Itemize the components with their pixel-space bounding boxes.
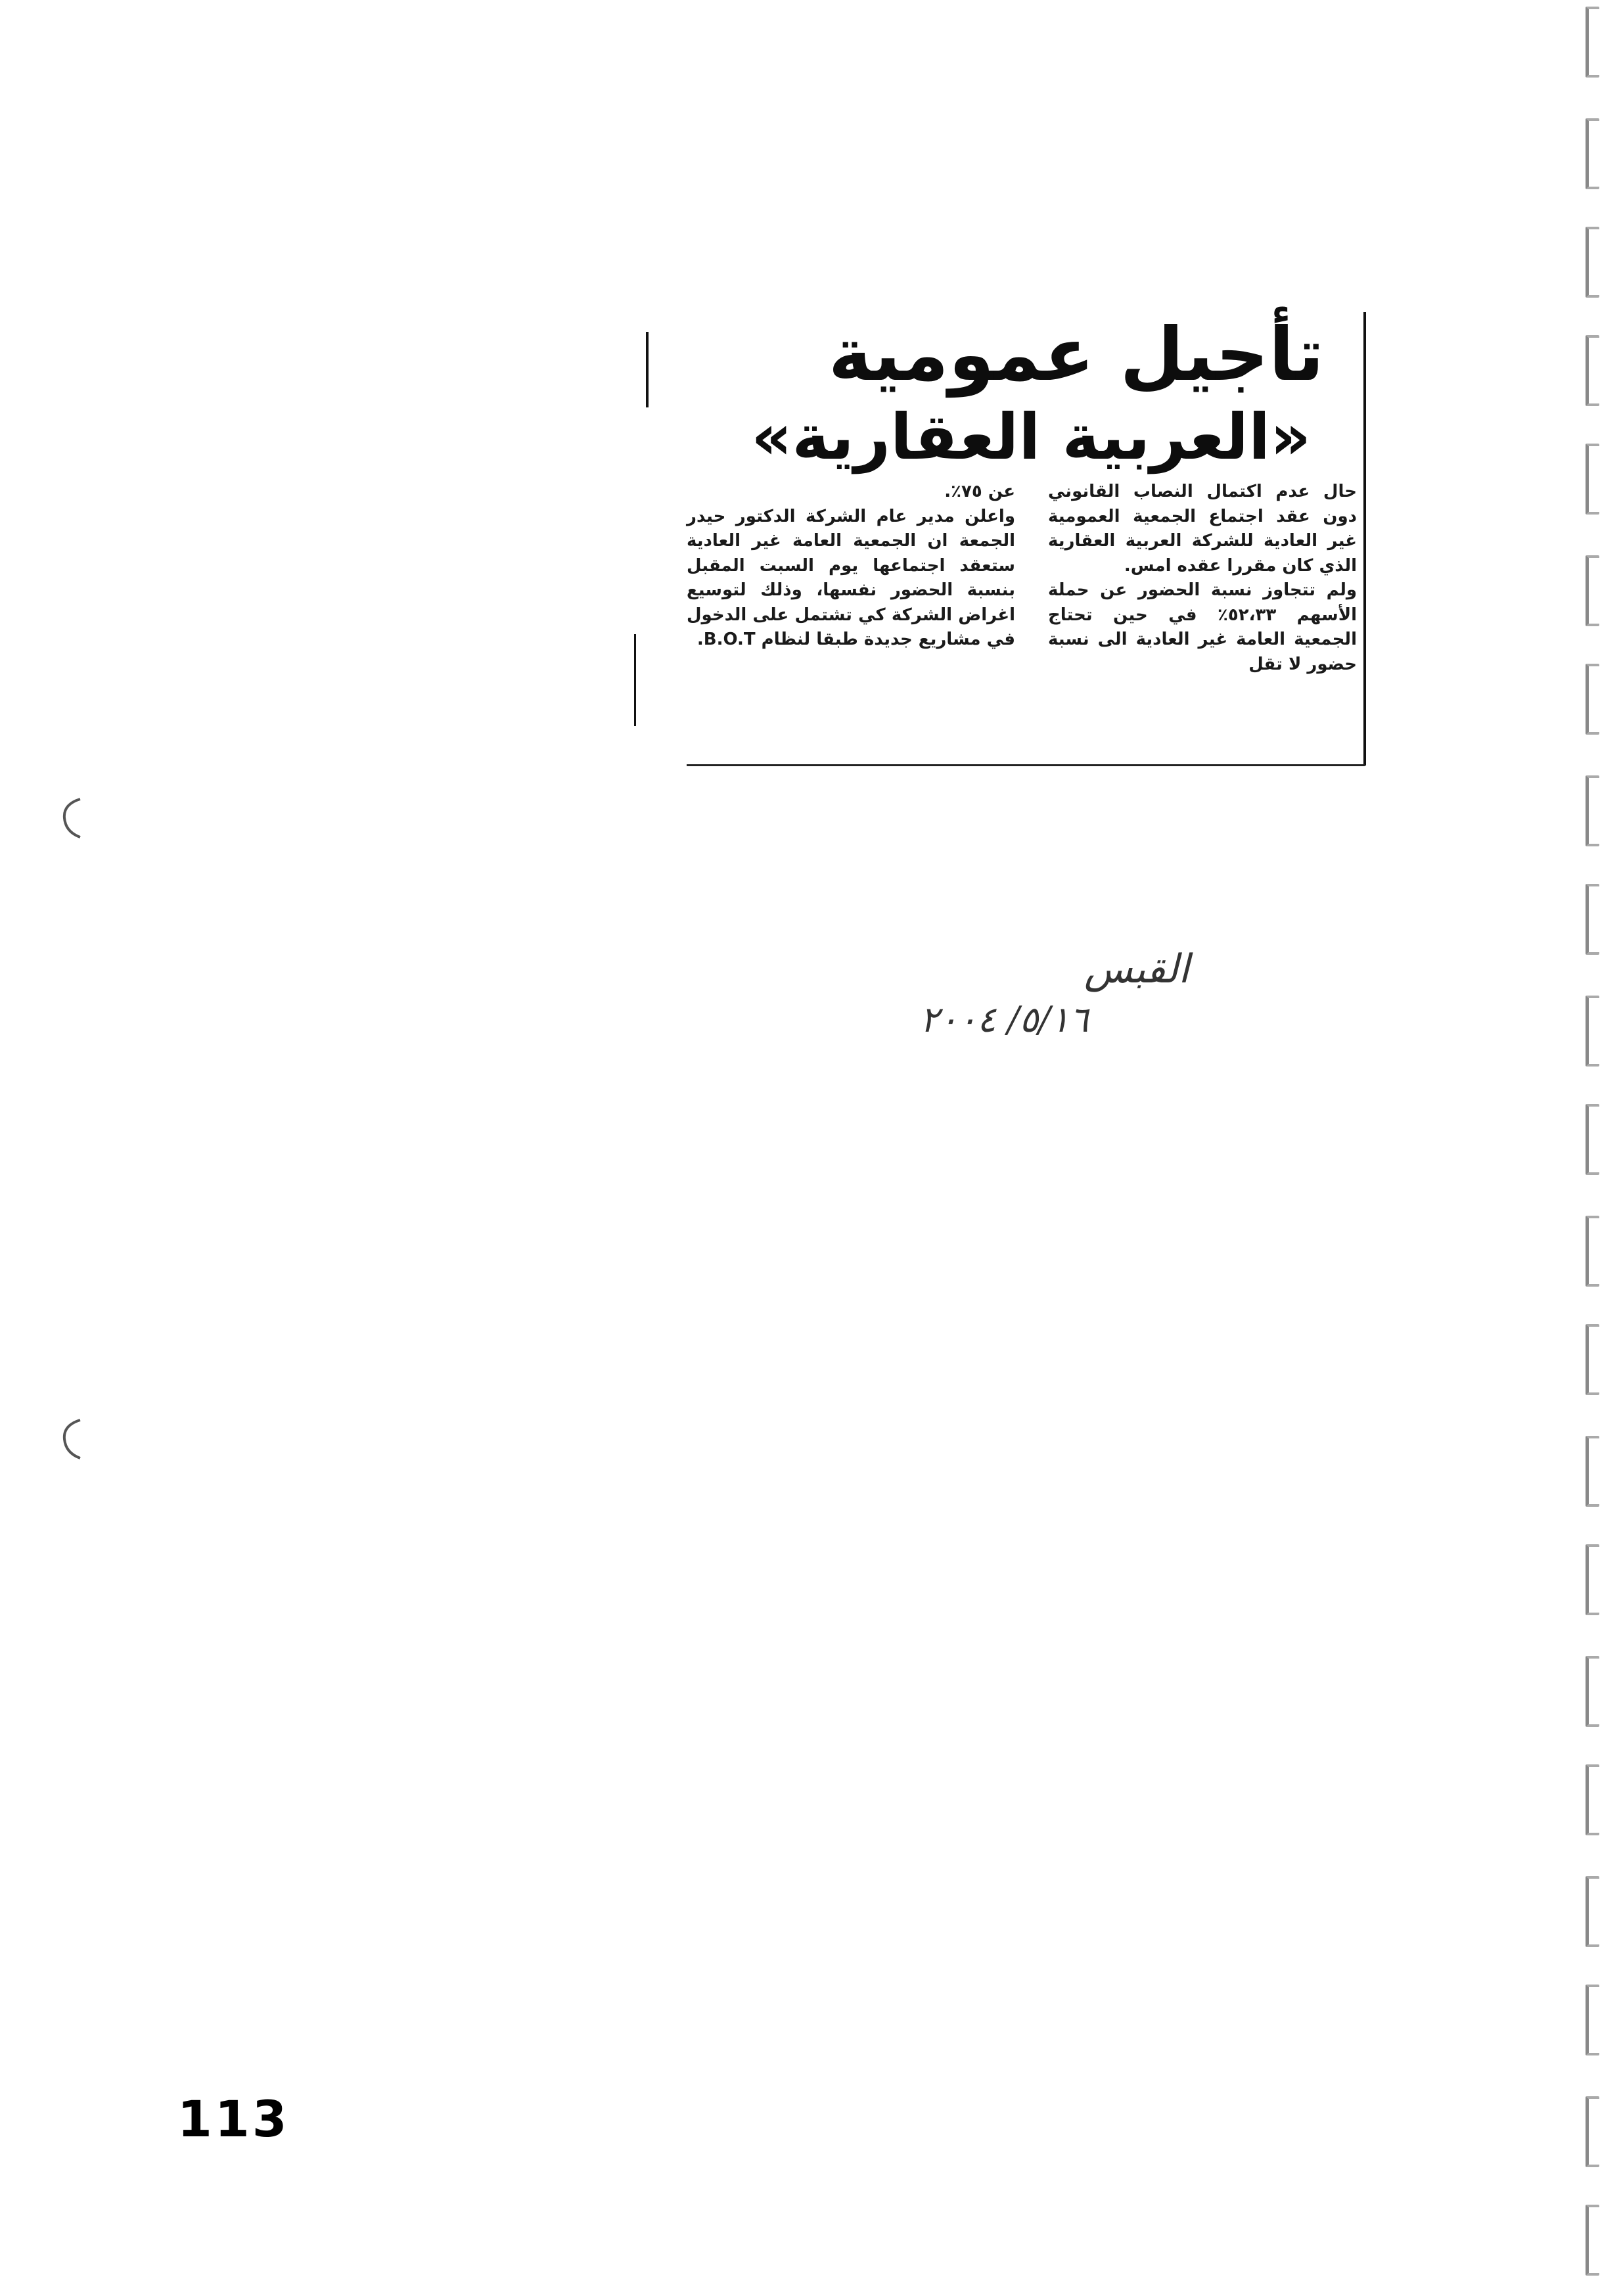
- page-number: 113: [177, 2090, 290, 2148]
- binder-ring: [1586, 227, 1599, 298]
- headline-line-2: «العربية العقارية»: [751, 400, 1311, 474]
- handwritten-date: ٥/١٦/ ٢٠٠٤: [920, 999, 1089, 1040]
- binder-ring: [1586, 1985, 1599, 2055]
- binder-ring: [1586, 1324, 1599, 1395]
- paragraph: ولم تتجاوز نسبة الحضور عن حملة الأسهم ٥٢،٣٣٪ في حين تحتاج الجمعية العامة غير العادية الى نسبة حضور لا تقل: [1048, 580, 1357, 674]
- binder-ring: [1586, 555, 1599, 626]
- binder-ring: [1586, 1104, 1599, 1175]
- clip-edge-bottom: [687, 764, 1365, 766]
- column-divider-mark: [646, 332, 649, 407]
- punch-hole-mark: [59, 1416, 85, 1462]
- binder-edge: [1568, 0, 1621, 2296]
- binder-ring: [1586, 664, 1599, 735]
- binder-ring: [1586, 1216, 1599, 1287]
- binder-ring: [1586, 996, 1599, 1067]
- paragraph: واعلن مدير عام الشركة الدكتور حيدر الجمعة ان الجمعية العامة غير العادية ستعقد اجتماعها يوم السبت المقبل بنسبة الحضور نفسها، وذلك لتوسيع اغراض الشركة كي تشتمل على الدخول في مشاريع جديدة طبقا لنظام B.O.T.: [687, 506, 1015, 649]
- binder-ring: [1586, 335, 1599, 406]
- binder-ring: [1586, 1436, 1599, 1507]
- clip-edge-right: [1363, 312, 1366, 766]
- binder-ring: [1586, 444, 1599, 515]
- binder-ring: [1586, 775, 1599, 846]
- paragraph: حال عدم اكتمال النصاب القانوني دون عقد اجتماع الجمعية العمومية غير العادية للشركة العربية العقارية الذي كان مقررا عقده امس.: [1048, 482, 1357, 576]
- punch-hole-mark: [59, 795, 85, 841]
- binder-ring: [1586, 2096, 1599, 2167]
- binder-ring: [1586, 1876, 1599, 1947]
- binder-ring: [1586, 1656, 1599, 1727]
- binder-ring: [1586, 884, 1599, 955]
- article-column-left: [687, 480, 1015, 653]
- headline-line-1: تأجيل عمومية: [828, 312, 1324, 398]
- binder-ring: [1586, 1544, 1599, 1615]
- article-column-right: [1048, 480, 1357, 677]
- handwritten-source: القبس: [1084, 946, 1189, 992]
- binder-ring: [1586, 2205, 1599, 2276]
- newspaper-clipping: [687, 299, 1370, 772]
- binder-ring: [1586, 118, 1599, 189]
- column-divider-mark: [634, 634, 636, 726]
- binder-ring: [1586, 7, 1599, 78]
- binder-ring: [1586, 1764, 1599, 1835]
- paragraph: عن ٧٥٪.: [944, 482, 1015, 501]
